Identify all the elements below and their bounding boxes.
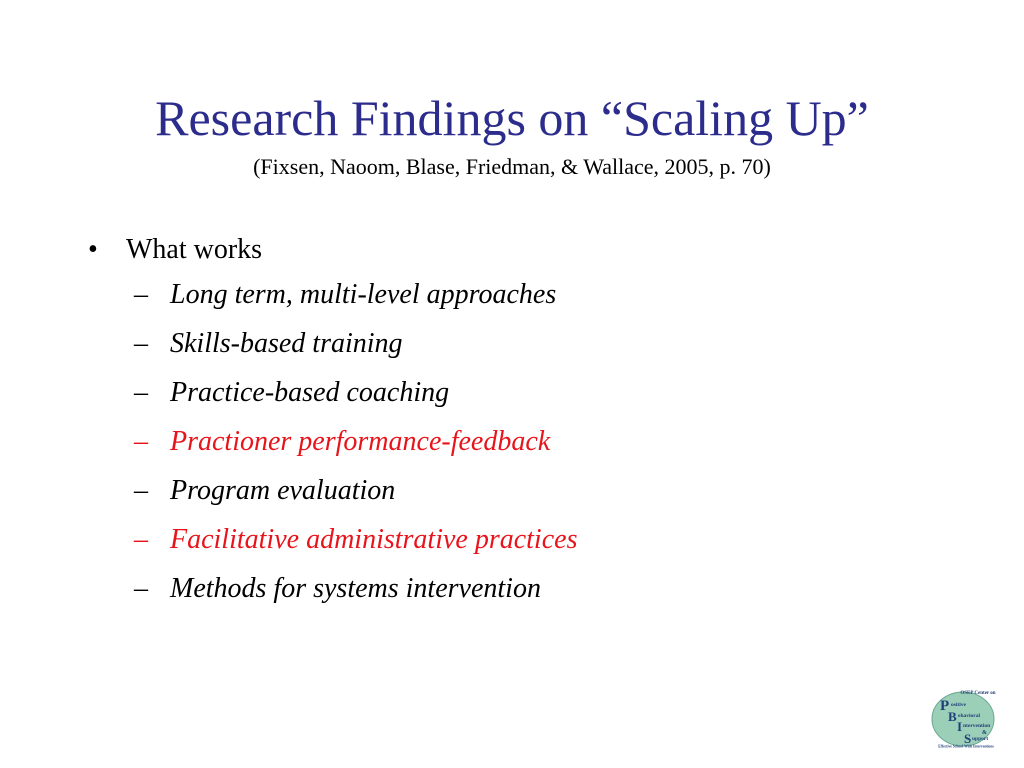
dash-mark: – <box>134 573 148 604</box>
sub-bullet-text: Program evaluation <box>170 475 396 506</box>
sub-bullet-list <box>88 270 577 613</box>
sub-bullet-item-highlighted <box>134 417 577 466</box>
dash-mark: – <box>134 279 148 310</box>
sub-bullet-text: Skills-based training <box>170 328 403 359</box>
slide-subtitle: (Fixsen, Naoom, Blase, Friedman, & Wallace, 2005, p. 70) <box>253 154 771 179</box>
dash-mark: – <box>134 377 148 408</box>
logo-letter-b: B <box>948 709 957 724</box>
bullet-list <box>88 230 577 613</box>
logo-letter-i: I <box>957 719 963 734</box>
sub-bullet-text: Practice-based coaching <box>170 377 450 408</box>
sub-bullet-text: Facilitative administrative practices <box>170 524 578 555</box>
dash-mark: – <box>134 524 148 555</box>
logo-bottom-text: Effective School-Wide Interventions <box>938 744 994 748</box>
dash-mark: – <box>134 475 148 506</box>
logo-letter-s: S <box>964 731 972 746</box>
sub-bullet-text: Long term, multi-level approaches <box>170 279 557 310</box>
logo-word-positive: ositive <box>951 702 966 708</box>
sub-bullet-item <box>134 270 577 319</box>
sub-bullet-text: Practioner performance-feedback <box>170 426 551 457</box>
logo-word-behavioral: ehavioral <box>958 713 980 719</box>
sub-bullet-text: Methods for systems intervention <box>170 573 541 604</box>
sub-bullet-item <box>134 368 577 417</box>
logo-word-intervention: ntervention <box>963 723 991 729</box>
bullet-label: What works <box>126 234 263 265</box>
bullet-item <box>88 230 577 613</box>
pbis-logo-icon <box>926 688 1004 748</box>
slide-title: Research Findings on “Scaling Up” <box>155 90 869 146</box>
bullet-mark: • <box>88 234 98 265</box>
sub-bullet-item <box>134 319 577 368</box>
dash-mark: – <box>134 328 148 359</box>
sub-bullet-item-highlighted <box>134 515 577 564</box>
sub-bullet-item <box>134 564 577 613</box>
logo-letter-p: P <box>940 698 950 714</box>
sub-bullet-item <box>134 466 577 515</box>
logo-word-support: upport <box>972 736 989 742</box>
logo-amp: & <box>982 730 987 736</box>
logo-top-text: OSEP Center on <box>960 691 996 696</box>
dash-mark: – <box>134 426 148 457</box>
